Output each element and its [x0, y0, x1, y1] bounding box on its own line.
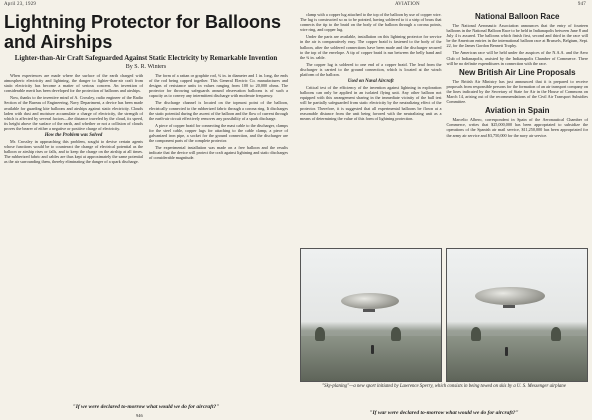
right-column-1: [300, 12, 442, 240]
article-column-2: [149, 73, 288, 167]
paragraph: When experiences are made where the surface of the earth charged with atmospheric electricity and lightning, the danger to lighter-than-air craft from static electricity has become a matter of serious concern. An invention of considerable merit has been developed for the protection of balloons and airships.: [4, 73, 143, 94]
tree: [471, 327, 481, 341]
news-heading-aviation-spain: Aviation in Spain: [484, 106, 550, 116]
airship-image: [341, 293, 399, 309]
section-heading: How the Problem was Solved: [44, 133, 103, 139]
page-header-title: AVIATION: [395, 2, 420, 7]
page-number-left: 946: [136, 413, 143, 418]
paragraph: Critical test of the efficiency of the invention against lightning in exploration balloons can only be applied in an isolated flying unit. Any other balloon not equipped with this arrangement sharing in the immediate vicinity of the ball test will be partially safeguarded from static electricity by the neutralizing effect of the protector. Therefore, it is suggested that all experimental balloons be flown at a reasonable distance from the unit being favored with the neutralizing unit as a means of determining the value of this form of lightning protection.: [300, 85, 442, 121]
paragraph: Under the parts are available, installation on this lightning protector for service in the air is comparatively easy. The copper braid is fastened to the body of the balloon, after the soldered connections have been made and the discharger secured to the top of the envelope. A tip of copper braid is run between the belly band and the ¾ in. cable.: [300, 34, 442, 60]
paragraph: The British Air Ministry has just announced that it is prepared to receive proposals from responsible persons for the formation of an air transport company on the lines indicated by the Secretary of State for Air in the House of Commons on March 14, arising out of the recommendations of the Civil Air Transport Subsidies Committee.: [446, 78, 588, 105]
gondola: [363, 309, 375, 312]
pull-quote-right: "If war were declared to-morrow what would we do for aircraft?": [369, 410, 519, 416]
paragraph: Mr. Crossley in approaching this problem, sought to devise certain agents whose functions would be to counteract the change of electrical potential as the balloon or airship rises or falls, and to keep the charge on the airship at all times. The rubberized fabric and cables are thus kept at approximately the same potential as the air surrounding them, thereby eliminating the danger of a spark discharge.: [4, 139, 143, 165]
section-heading: Used on Naval Aircraft: [347, 79, 394, 85]
article-columns: [4, 73, 288, 167]
paragraph: The copper lug is soldered to one end of a copper braid. The lead from the discharger is carried to the ground connection, which is located at the winch platform of the balloon.: [300, 61, 442, 78]
paragraph: The National Aeronautic Association announces that the entry of fourteen balloons in the National Balloon Race to be held in Indianapolis between June 8 and July 4 is assured. The balloons which finish first, second and third in the race will be the American entries in the international balloon race at Brussels, Belgium, Sept. 22, for the James Gordon Bennett Trophy.: [446, 23, 588, 49]
paragraph: A piece of copper braid for connecting the mast cable to the discharger, clamps for the steel cable, copper lugs for attaching to the cable clamp, a piece of galvanized iron pipe, a socket for the ground connection, and the discharger are the component parts of the complete protector.: [149, 122, 288, 144]
page-header-left: April 23, 1929: [4, 2, 37, 7]
tree: [551, 327, 561, 341]
paragraph: clamp with a copper lug attached to the top of the balloon by use of copper wire. The lug is constructed so as to be pointed, having soldered to it a strip of brass that connects the tip to the braid on the body of the balloon through a corona points, wire ring, and copper lug.: [300, 12, 442, 33]
news-heading-british-air-line: New British Air Line Proposals: [458, 67, 576, 77]
pull-quote-left: "If we were declared to-morrow what would we do for aircraft?": [72, 404, 220, 410]
paragraph: The discharge channel is located on the topmost point of the balloon, electrically connected to the rubberized fabric through a corona ring. It discharges the static potential during the ascent of the balloon and the flow of current through the earth-air circuit effectively removes any possibility of a spark discharge.: [149, 100, 288, 121]
article-byline: By S. R. Winters: [125, 64, 167, 70]
ground: [301, 336, 441, 381]
left-page: [4, 12, 288, 412]
right-page: [300, 12, 588, 416]
skier-figure: [371, 345, 374, 354]
paragraph: The form of a rattan or graphite rod, ¾ in. in diameter and 1 in. long, the ends of the rod being capped together. This General Electric Co. manufactures and designs of resistance units in values ranging from 100 to 20,000 ohms. The protector for throwing safeguards around observation balloons is of such a capacity as to convey any intermittent discharge with moderate frequency.: [149, 73, 288, 99]
article-title: Lightning Protector for Balloons and Airships: [4, 12, 281, 52]
photo-caption: "Sky-planing"—a new sport initiated by Lawrence Sperry, which consists in being towed on skis by a U. S. Messenger airplane: [322, 384, 566, 389]
news-heading-balloon-race: National Balloon Race: [475, 12, 560, 21]
tree: [315, 327, 325, 341]
photo-strip: [300, 248, 588, 382]
right-column-2: [447, 12, 589, 240]
paragraph: The experimental installation was made on a free balloon and the results indicate that the device will protect the craft against lightning and static discharges of considerable magnitude.: [149, 145, 288, 161]
page-number-right: 947: [577, 2, 586, 7]
airship-image: [475, 287, 545, 305]
paragraph: The American race will be held under the auspices of the N.A.A. and the Aero Club of Indianapolis, assisted by the Indianapolis Chamber of Commerce. There will be no definite expenditures in connection with the race.: [446, 50, 588, 66]
photo-sky-planing-left: [300, 248, 442, 382]
right-columns: [300, 12, 588, 240]
article-column-1: [4, 73, 143, 167]
article-subtitle: Lighter-than-Air Craft Safeguarded Against Static Electricity by Remarkable Invention: [14, 54, 278, 62]
photo-sky-planing-right: [446, 248, 588, 382]
gondola: [503, 305, 515, 308]
paragraph: Marcelio Albero, correspondent in Spain of the Aeronautical Chamber of Commerce, writes that $25,000,000 has been appropriated to subsidize the operations of the Spanish air mail service, $11,250,000 has been appropriated for the army air service and $3,750,000 for the navy air service.: [446, 117, 588, 138]
ground: [447, 336, 587, 381]
skier-figure: [505, 347, 508, 356]
paragraph: Now, thanks to the inventive mind of A. Crossley, radio engineer of the Radio Section of the Bureau of Engineering, Navy Department, a device has been made available for guarding kite balloons and airships against static electricity. Clouds laden with dust and moisture accumulate a charge of electricity, the strength of which is affected by several factors—the distance traveled by the cloud, its speed, its height above the surface of the earth, and whether or not a collision of clouds proves the bearer of either a negative or positive charge of electricity.: [4, 95, 143, 131]
tree: [391, 327, 401, 341]
